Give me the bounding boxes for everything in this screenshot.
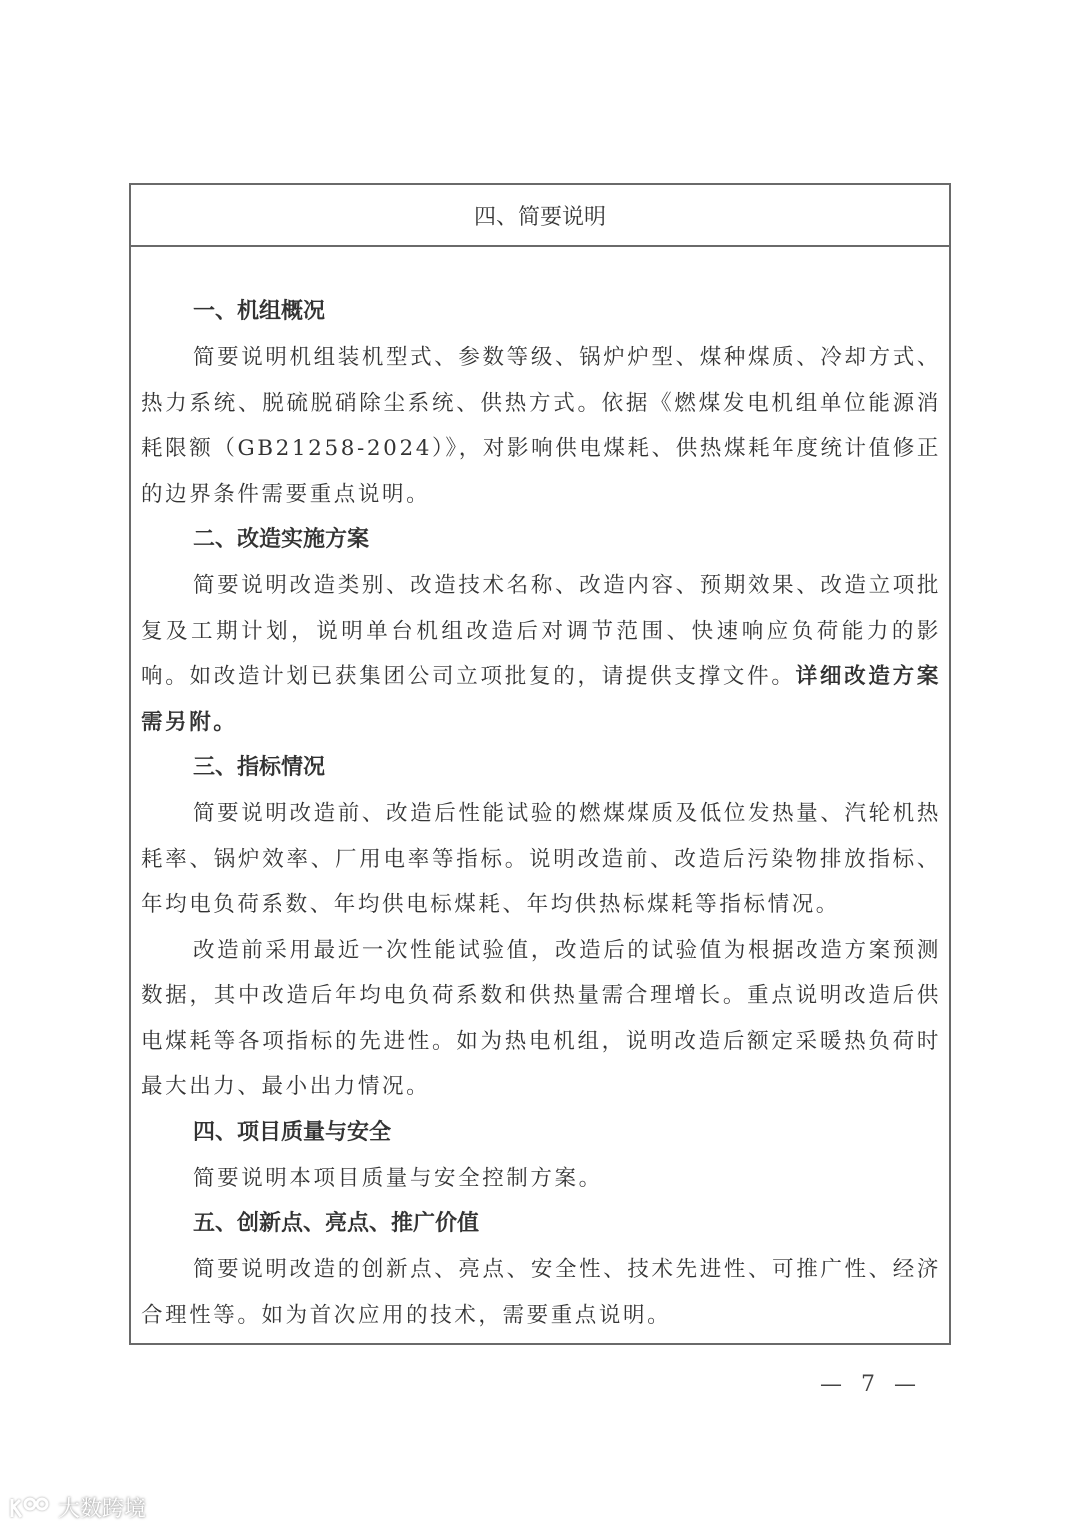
section-4-paragraph-1 [141, 1156, 941, 1202]
section-heading-4: 四、项目质量与安全 [193, 1119, 392, 1145]
paragraph-text: 简要说明改造类别、改造技术名称、改造内容、预期效果、改造立项批复及工期计划，说明单台机组改造后对调节范围、快速响应负荷能力的影响。如改造计划已获集团公司立项批复的，请提供支撑文件。 [141, 573, 941, 689]
section-1-paragraph-1 [141, 335, 941, 517]
watermark-text: 大数跨境 [58, 1497, 147, 1522]
section-heading-1: 一、机组概况 [193, 299, 326, 324]
watermark [8, 1492, 146, 1523]
summary-table [129, 183, 951, 1345]
section-heading-5: 五、创新点、亮点、推广价值 [193, 1211, 480, 1236]
paragraph-text: 简要说明改造前、改造后性能试验的燃煤煤质及低位发热量、汽轮机热耗率、锅炉效率、厂用电率等指标。说明改造前、改造后污染物排放指标、年均电负荷系数、年均供电标煤耗、年均供热标煤耗等指标情况。 [141, 801, 941, 917]
table-header: 四、简要说明 [131, 185, 949, 247]
table-content [131, 247, 949, 1338]
paragraph-text: 简要说明本项目质量与安全控制方案。 [193, 1165, 603, 1191]
paragraph-text: 简要说明改造的创新点、亮点、安全性、技术先进性、可推广性、经济合理性等。如为首次应用的技术，需要重点说明。 [141, 1257, 941, 1328]
page-number: — 7 — [820, 1372, 922, 1397]
section-3-paragraph-1 [141, 791, 941, 928]
section-heading-3: 三、指标情况 [193, 755, 326, 780]
paragraph-text: 改造前采用最近一次性能试验值，改造后的试验值为根据改造方案预测数据，其中改造后年均电负荷系数和供热量需合理增长。重点说明改造后供电煤耗等各项指标的先进性。如为热电机组，说明改造后额定采暖热负荷时最大出力、最小出力情况。 [141, 937, 941, 1099]
section-5-paragraph-1 [141, 1247, 941, 1338]
paragraph-text: 简要说明机组装机型式、参数等级、锅炉炉型、煤种煤质、冷却方式、热力系统、脱硫脱硝除尘系统、供热方式。依据《燃煤发电机组单位能源消耗限额（GB21258-2024）》，对影响供电煤耗、供热煤耗年度统计值修正的边界条件需要重点说明。 [141, 345, 941, 507]
logo-icon [8, 1495, 52, 1521]
section-2-paragraph-1 [141, 563, 941, 745]
paragraph-bold-note: 详细改造方案需另附。 [141, 664, 942, 735]
section-3-paragraph-2 [141, 928, 941, 1110]
section-heading-2: 二、改造实施方案 [193, 527, 370, 552]
